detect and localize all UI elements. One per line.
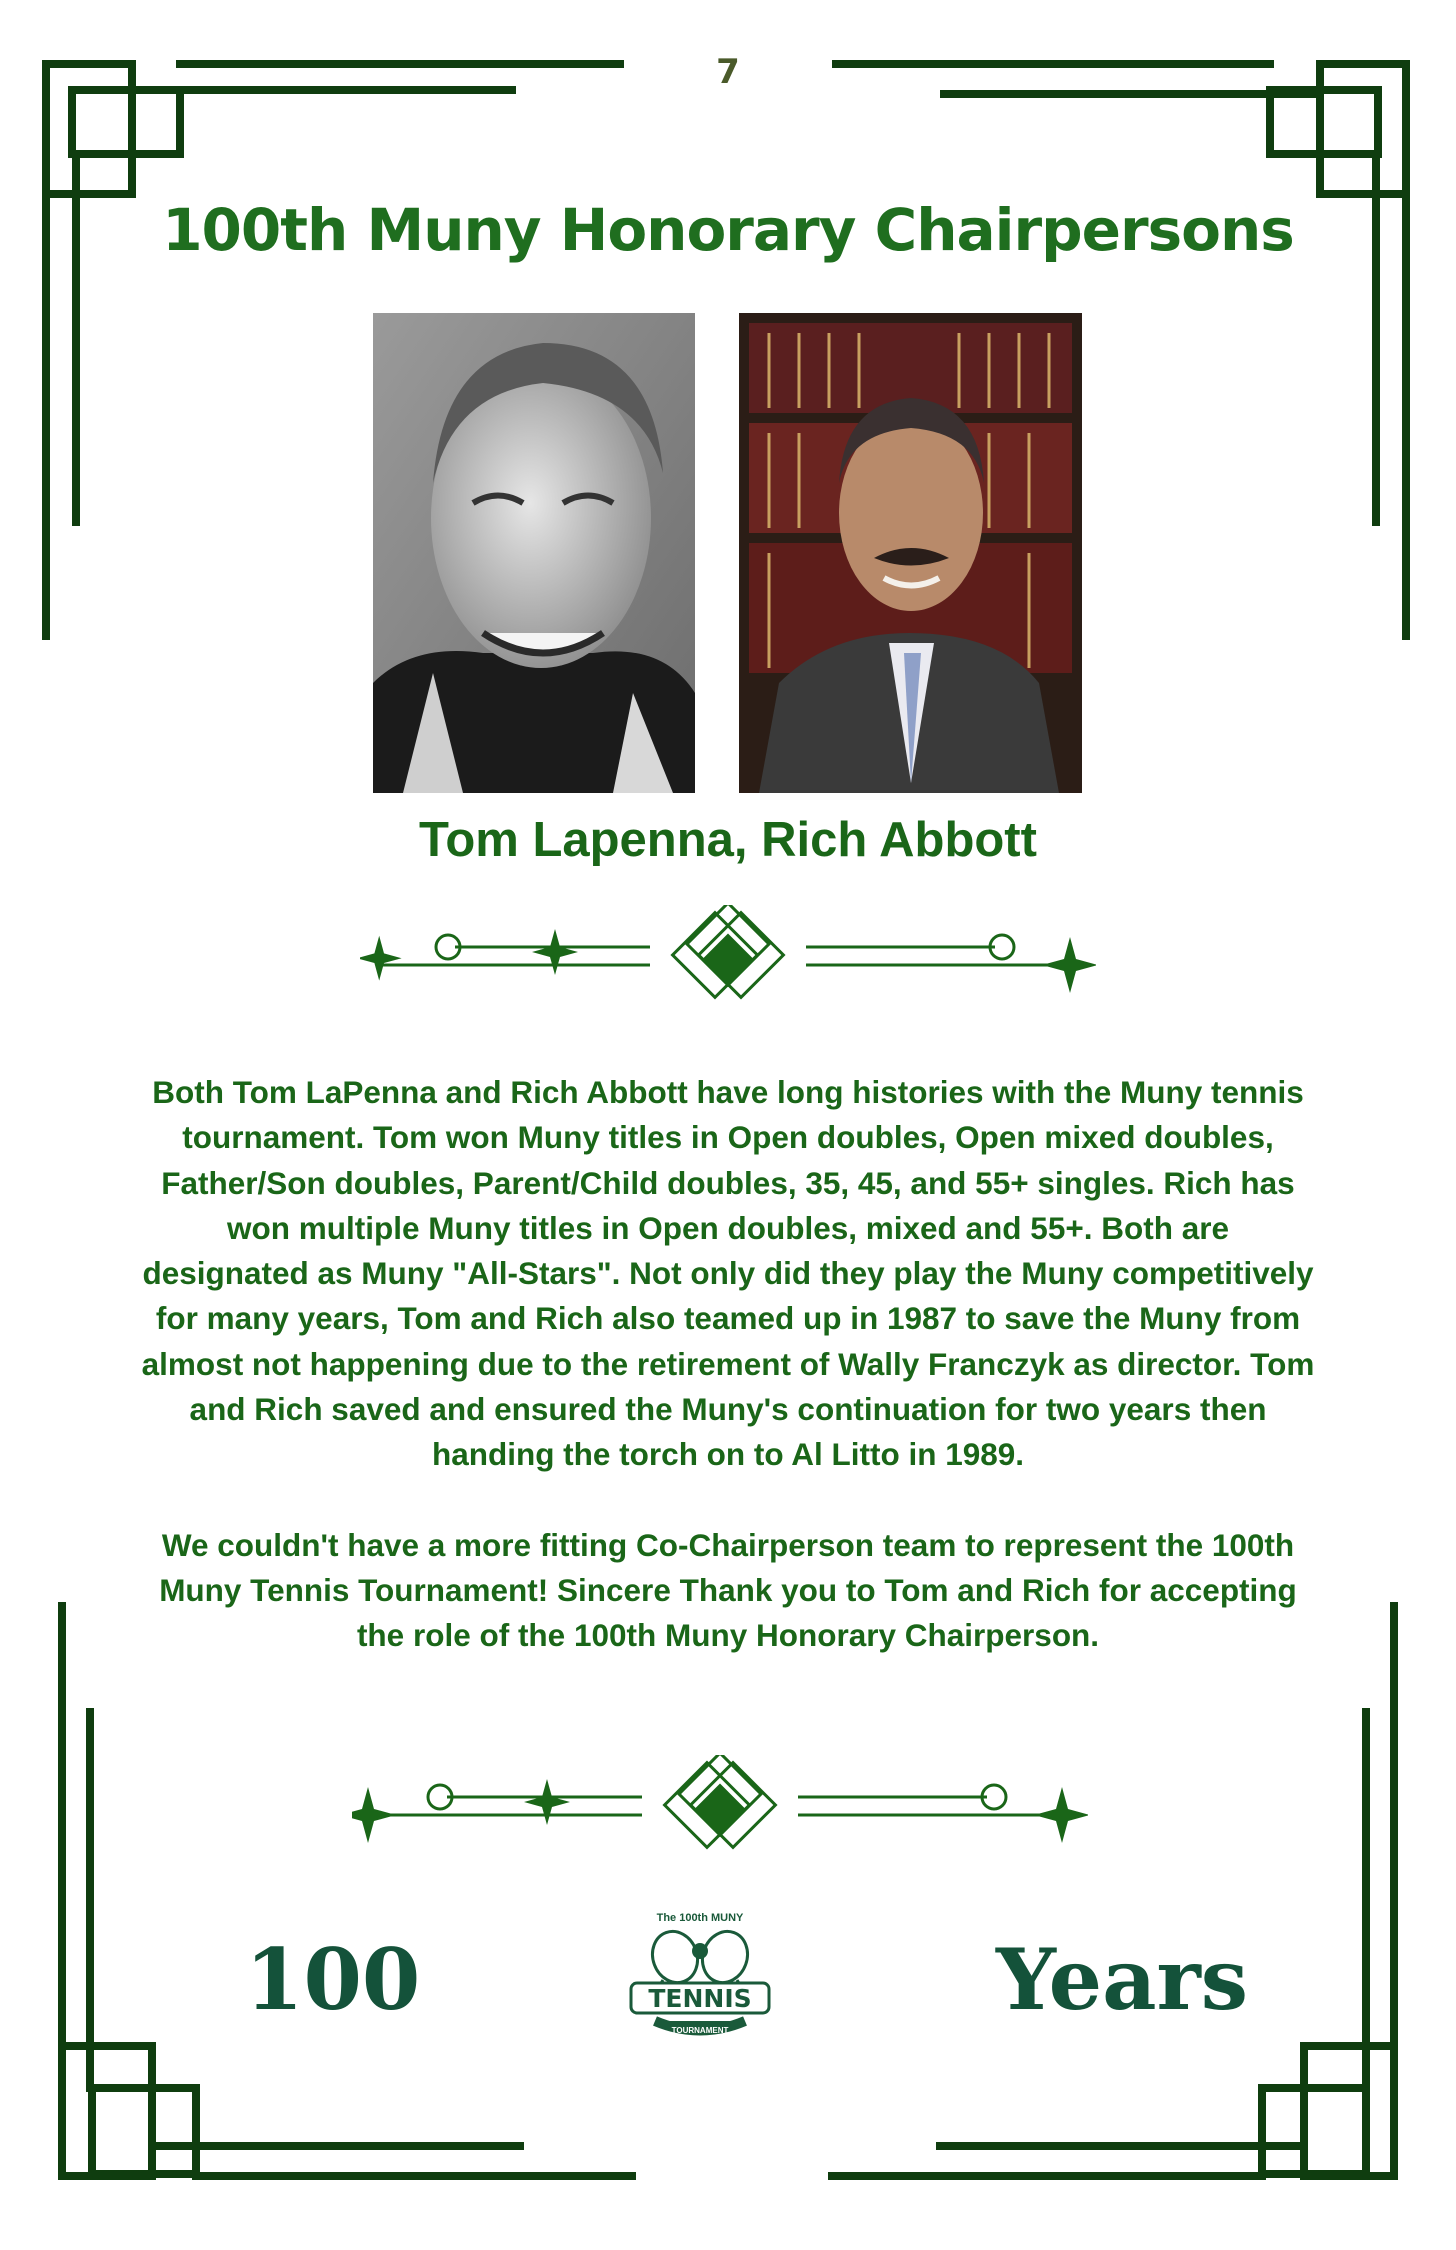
portrait-tom-illustration xyxy=(373,313,695,793)
photo-tom-lapenna xyxy=(373,313,695,793)
chairperson-names: Tom Lapenna, Rich Abbott xyxy=(419,813,1037,867)
footer-100: 100 xyxy=(245,1930,421,2029)
portrait-rich-illustration xyxy=(739,313,1082,793)
logo-bottom-text: TOURNAMENT xyxy=(671,2026,729,2035)
ornament-divider-bottom xyxy=(352,1755,1088,1865)
ornament-divider-top xyxy=(360,905,1096,1015)
paragraph-thanks: We couldn't have a more fitting Co-Chairperson team to represent the 100th Muny Tennis Tournament! Sincere Thank you to Tom and Rich for accepting the role of the 100th Muny Honorary Chairperson. xyxy=(159,1526,1297,1654)
logo-top-text: The 100th MUNY xyxy=(656,1912,744,1924)
body-text xyxy=(140,1070,1316,1659)
photo-rich-abbott xyxy=(739,313,1082,793)
footer-years: Years xyxy=(996,1930,1249,2029)
page-title: 100th Muny Honorary Chairpersons xyxy=(162,196,1294,264)
logo-main-text: TENNIS xyxy=(648,1984,752,2013)
page-number: 7 xyxy=(716,52,740,92)
paragraph-history: Both Tom LaPenna and Rich Abbott have long histories with the Muny tennis tournament. Tom won Muny titles in Open doubles, Open mixed doubles, Father/Son doubles, Parent/Child doubles, 35, 45, and 55+ singles. Rich has won multiple Muny titles in Open doubles, mixed and 55+. Both are designated as Muny "All-Stars". Not only did they play the Muny competitively for many years, Tom and Rich also teamed up in 1987 to save the Muny from almost not happening due to the retirement of Wally Franczyk as director. Tom and Rich saved and ensured the Muny's continuation for two years then handing the torch on to Al Litto in 1989. xyxy=(141,1074,1315,1473)
muny-tennis-logo xyxy=(625,1905,775,2055)
